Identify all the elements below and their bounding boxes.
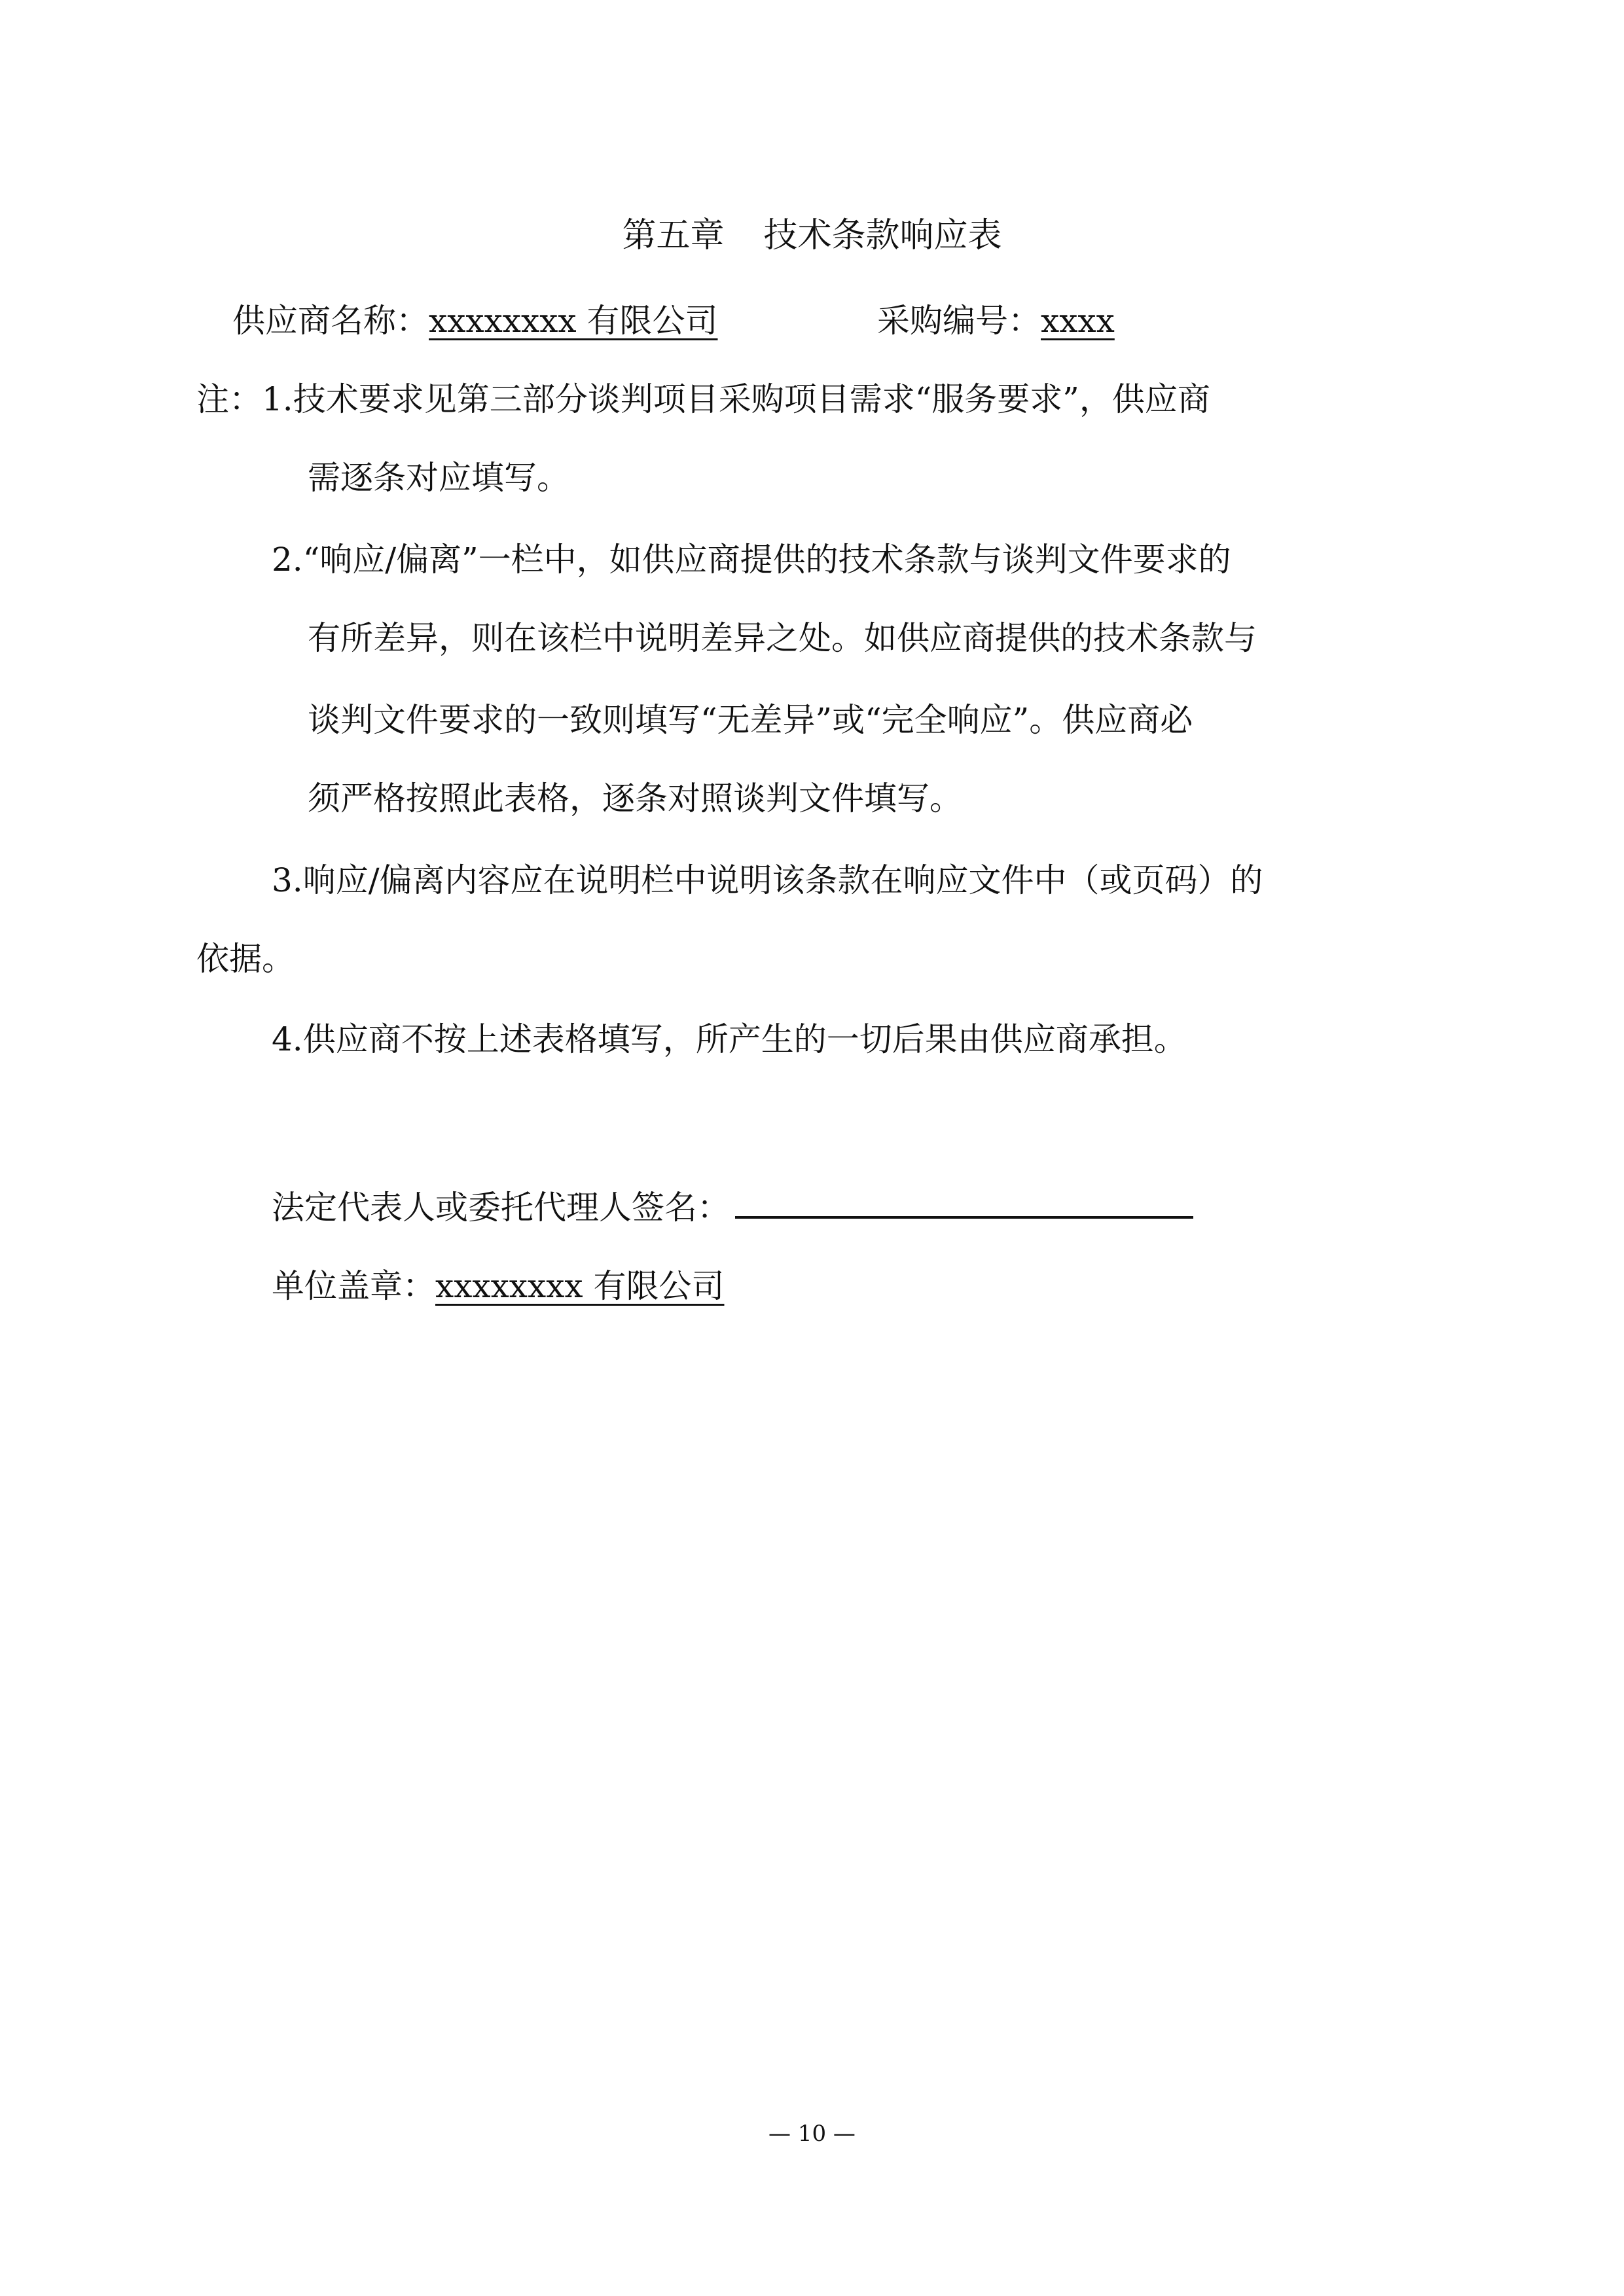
note-2-line-3: 谈判文件要求的一致则填写“无差异”或“完全响应”。供应商必: [308, 701, 1193, 739]
supplier-line: [232, 295, 717, 347]
signature-label: 法定代表人或委托代理人签名：: [272, 1189, 730, 1227]
signature-line: [272, 1181, 1193, 1234]
note-1-line-2: 需逐条对应填写。: [308, 459, 569, 497]
chapter-name: 技术条款响应表: [763, 216, 1002, 255]
notes-prefix: 注：: [196, 380, 262, 418]
procurement-label: 采购编号：: [877, 302, 1041, 340]
procurement-line: [877, 295, 1115, 347]
page-title: [0, 209, 1624, 262]
note-1-text: 1.技术要求见第三部分谈判项目采购项目需求“服务要求”，供应商: [262, 380, 1210, 418]
seal-line: [272, 1260, 724, 1312]
note-4-line-1: 4.供应商不按上述表格填写，所产生的一切后果由供应商承担。: [272, 1020, 1187, 1058]
signature-field[interactable]: [735, 1190, 1193, 1219]
note-1-line-1: [196, 373, 1210, 425]
seal-value: xxxxxxxx 有限公司: [435, 1267, 725, 1305]
supplier-value: xxxxxxxx 有限公司: [429, 302, 718, 340]
note-3-line-2: 依据。: [196, 940, 295, 978]
note-2-line-2: 有所差异，则在该栏中说明差异之处。如供应商提供的技术条款与: [308, 619, 1257, 657]
note-3-line-1: 3.响应/偏离内容应在说明栏中说明该条款在响应文件中（或页码）的: [272, 861, 1263, 899]
procurement-value: xxxx: [1041, 302, 1115, 340]
chapter-label: 第五章: [622, 216, 725, 255]
seal-label: 单位盖章：: [272, 1267, 435, 1305]
note-2-line-1: 2.“响应/偏离”一栏中，如供应商提供的技术条款与谈判文件要求的: [272, 541, 1231, 579]
note-2-line-4: 须严格按照此表格，逐条对照谈判文件填写。: [308, 780, 962, 817]
supplier-label: 供应商名称：: [232, 302, 429, 340]
page-number: — 10 —: [768, 2121, 856, 2147]
